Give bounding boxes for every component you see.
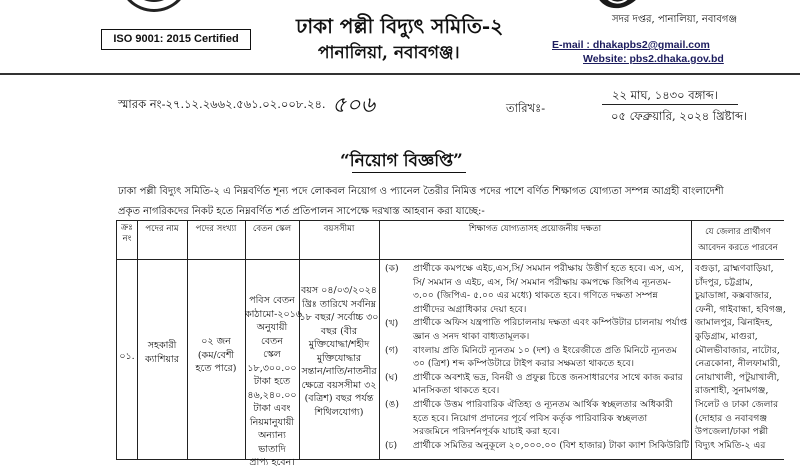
district-line: সিলেট ও ঢাকা জেলার: [695, 398, 779, 410]
row-age-line: মুক্তিযোদ্ধা/শহীদ: [308, 339, 370, 350]
iso-certification-badge: ISO 9001: 2015 Certified: [101, 29, 251, 50]
row-age: [299, 284, 379, 419]
left-seal-logo: [118, 0, 190, 12]
qualification-marker: (ঘ): [385, 372, 398, 383]
header-age: বয়সসীমা: [323, 224, 355, 234]
qualification-line: হতে হবে। নিয়োগ প্রদানের পূর্বে পবিস কর্তৃক পারিবারিক স্বচ্ছলতা: [413, 412, 648, 424]
qualification-line: ৩০ (ত্রিশ) শব্দ কম্পিউটারে টাইপ করার সক্ষমতা থাকতে হবে।: [413, 358, 635, 370]
row-pay-line: প্রাপ্য হবেন।: [249, 457, 295, 468]
qualification-line: সরজমিনে পরিদর্শনপূর্বক যাচাই করা হবে।: [413, 426, 560, 438]
qualification-line: জ্ঞান ও সনদ থাকা বাধ্যতামূলক।: [413, 330, 530, 342]
qualification-marker: (ঙ): [385, 399, 399, 410]
district-line: ফেনী, গাইবান্ধা, হবিগঞ্জ,: [695, 303, 786, 315]
row-pay-line: কাঠামো-২০১৬: [245, 308, 302, 320]
row-age-line: খ্রিঃ তারিখে সর্বনিম্ন: [302, 298, 376, 310]
headquarters-address: সদর দপ্তর, পানালিয়া, নবাবগঞ্জ: [612, 14, 737, 25]
date-divider: [602, 104, 738, 105]
district-line: চুয়াডাঙ্গা, কক্সবাজার,: [695, 290, 772, 302]
district-line: (দোহার ও নবাবগঞ্জ: [695, 412, 768, 424]
district-line: চাঁদপুর, চট্টগ্রাম,: [695, 276, 753, 288]
email-text[interactable]: E-mail : dhakapbs2@gmail.com: [552, 39, 710, 51]
header-serial-line: নং: [122, 234, 132, 244]
row-pay-line: নিয়মানুযায়ী: [249, 416, 295, 428]
header-count: পদের সংখ্যা: [195, 224, 237, 234]
notice-title: “নিয়োগ বিজ্ঞপ্তি”: [340, 151, 463, 171]
district-line: নেত্রকোনা, নীলফামারী,: [695, 358, 781, 370]
row-count: [187, 335, 245, 376]
memo-reference: স্মারক নং-২৭.১২.২৬৬২.৫৬১.০২.০০৮.২৪.: [118, 97, 326, 111]
row-pay-line: অন্যান্য ভাতাদি: [258, 430, 286, 455]
eligible-districts: [695, 262, 786, 452]
row-pay-line: ৪৬,২৪০.০০: [247, 389, 297, 401]
header-district-line: আবেদন করতে পারবেন: [698, 243, 778, 253]
header-serial: [117, 223, 137, 245]
row-age-line: বছর (বীর: [320, 325, 358, 337]
header-serial-line: ক্রঃ: [121, 223, 133, 233]
email-link[interactable]: [552, 39, 710, 51]
memo-handwritten-number: ৫০৬: [332, 93, 375, 118]
table-column-divider: [691, 221, 692, 459]
qualification-line: মানসিকতা থাকতে হবে।: [413, 385, 500, 397]
row-pay-line: স্কেল: [263, 349, 281, 360]
qualification-marker: (ক): [385, 263, 399, 274]
row-pay-line: অনুযায়ী বেতন: [256, 322, 288, 347]
date-english: ০৫ ফেব্রুয়ারি, ২০২৪ খ্রিষ্টাব্দ।: [611, 109, 748, 123]
row-post: [137, 339, 187, 366]
header-qualification: শিক্ষাগত যোগ্যতাসহ প্রয়োজনীয় দক্ষতা: [468, 224, 602, 234]
row-pay-line: টাকা এবং: [253, 403, 291, 414]
district-line: জামালপুর, ঝিনাইদহ,: [695, 317, 773, 329]
notice-intro-line: ঢাকা পল্লী বিদ্যুৎ সমিতি-২ এ নিম্নবর্ণিত শূন্য পদে লোকবল নিয়োগ ও প্যানেল তৈরীর নিমিত্ত পদের পাশে বর্ণিত শিক্ষাগত যোগ্যতা সম্পন্ন আগ্রহী বাংলাদেশী: [118, 186, 724, 197]
row-age-line: (বত্রিশ) বছর পর্যন্ত: [304, 393, 374, 404]
website-link[interactable]: [583, 53, 724, 65]
district-line: মৌলভীবাজার, নাটোর,: [695, 344, 780, 356]
date-label: তারিখঃ-: [506, 101, 546, 115]
row-age-line: সন্তান/নাতি/নাতনীর: [301, 366, 377, 377]
qualification-line: প্রার্থীকে উত্তম পারিবারিক ঐতিহ্য ও ন্যূনতম আর্থিক স্বচ্ছলতার অধিকারী: [413, 398, 673, 410]
qualification-line: প্রার্থীকে অবশ্যই ভদ্র, বিনয়ী ও প্রফুল্ল চিত্তে জনসাধারণের সাথে কাজ করার: [413, 371, 683, 383]
notice-intro-line: প্রকৃত নাগরিকদের নিকট হতে নিম্নবর্ণিত শর্ত প্রতিপালন সাপেক্ষে দরখাস্ত আহবান করা যাচ্ছে:-: [118, 206, 485, 217]
district-line: বগুড়া, ব্রাহ্মণবাড়িয়া,: [695, 263, 774, 274]
header-pay: বেতন স্কেল: [252, 224, 292, 234]
qualification-line: প্রার্থীকে কমপক্ষে এইচ,এস,সি/ সমমান পরীক্ষায় উত্তীর্ণ হতে হবে। এস, এস,: [413, 263, 684, 274]
row-pay-line: ১৮,৩০০.০০: [247, 362, 297, 374]
row-count-line: (কম/বেশী: [197, 349, 235, 361]
row-age-line: শিথিলযোগ্য): [314, 406, 364, 418]
organization-name: ঢাকা পল্লী বিদ্যুৎ সমিতি-২: [296, 14, 504, 38]
header-divider: [0, 73, 800, 75]
row-pay-line: টাকা হতে: [253, 376, 291, 387]
row-count-line: ০২ জন: [201, 336, 231, 347]
row-age-line: বয়স ০৪/০৩/২০২৪: [301, 285, 377, 296]
row-count-line: হতে পারে): [195, 363, 237, 374]
notice-title-underline: [352, 172, 466, 173]
qualification-marker: (গ): [385, 345, 399, 356]
district-line: বিদ্যুৎ সমিতি-২ এর: [695, 439, 766, 451]
header-district-line: যে জেলার প্রার্থীগণ: [705, 227, 771, 237]
district-line: নোয়াখালী, পটুয়াখালী,: [695, 371, 780, 383]
qualification-line: সি/ সমমান ও এইচ, এস, সি/ সমমান পরীক্ষায় কমপক্ষে জিপিএ ন্যূনতম-: [413, 276, 671, 288]
header-district: [691, 227, 785, 254]
district-line: উপজেলা/ঢাকা পল্লী: [695, 426, 769, 438]
table-header-divider: [117, 259, 784, 260]
header-post: পদের নাম: [145, 224, 179, 234]
qualification-marker: (চ): [385, 440, 398, 451]
district-line: কুড়িগ্রাম, মাগুরা,: [695, 330, 758, 342]
row-pay: [245, 294, 302, 470]
qualification-marker: (খ): [385, 318, 399, 329]
qualification-line: ৩.০০ (জিপিএ- ৫.০০ এর মধ্যে) থাকতে হবে। গণিতে দক্ষতা সম্পন্ন: [413, 290, 658, 302]
row-serial: ০১.: [119, 351, 135, 362]
row-age-line: ১৮ বছর/ সর্বোচ্চ ৩০: [299, 312, 379, 323]
qualification-line: প্রার্থীদের অগ্রাধিকার দেয়া হবে।: [413, 303, 527, 315]
vacancy-table: [116, 220, 786, 468]
website-text[interactable]: Website: pbs2.dhaka.gov.bd: [583, 53, 724, 65]
row-pay-line: পবিস বেতন: [249, 295, 295, 306]
qualification-line: প্রার্থীকে সমিতির অনুকূলে ২০,০০০.০০ (বিশ হাজার) টাকা ক্যাশ সিকিউরিটি: [413, 439, 689, 451]
row-post-line: সহকারী: [147, 340, 177, 351]
table-column-divider: [379, 221, 380, 459]
row-age-line: ক্ষেত্রে বয়সসীমা ৩২: [301, 379, 377, 391]
district-line: রাজশাহী, সুনামগঞ্জ,: [695, 385, 769, 397]
row-post-line: ক্যাশিয়ার: [144, 353, 180, 365]
organization-address: পানালিয়া, নবাবগঞ্জ।: [318, 43, 460, 63]
qualification-line: বাংলায় প্রতি মিনিটে ন্যূনতম ১০ (দশ) ও ইংরেজীতে প্রতি মিনিটে ন্যূনতম: [413, 344, 677, 356]
row-age-line: মুক্তিযোদ্ধার: [316, 352, 362, 364]
qualification-line: প্রার্থীকে অফিস যন্ত্রপাতি পরিচালনায় দক্ষতা এবং কম্পিউটার চালনায় পর্যাপ্ত: [413, 317, 688, 329]
date-bangla: ২২ মাঘ, ১৪৩০ বঙ্গাব্দ।: [612, 88, 718, 102]
qualification-text: [413, 262, 689, 452]
